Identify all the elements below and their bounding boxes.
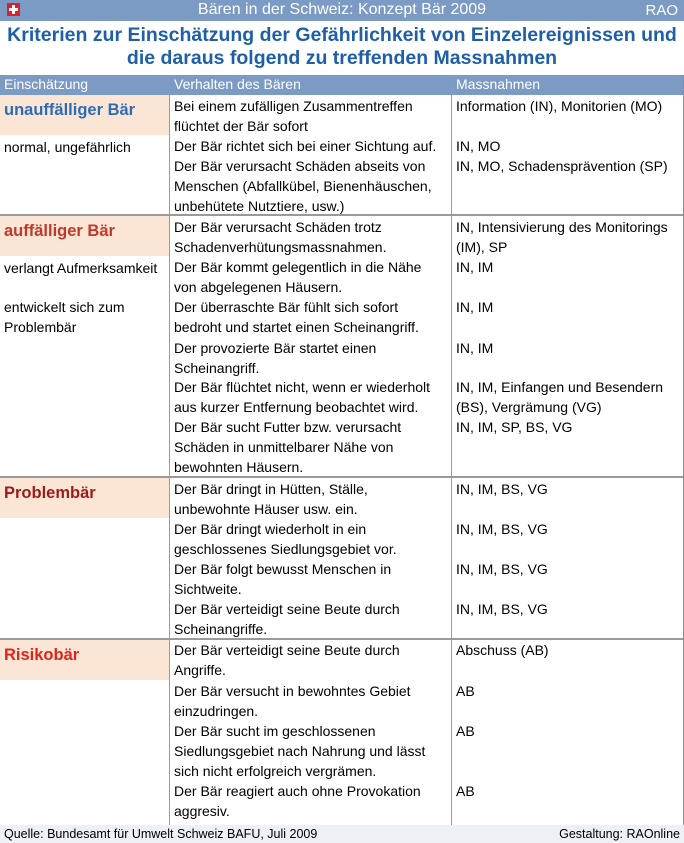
behavior-cell <box>174 559 449 599</box>
category-description: verlangt Aufmerksamkeit <box>4 260 158 276</box>
behavior-line: bedroht und startet einen Scheinangriff. <box>174 319 419 335</box>
behavior-line: sich nicht erfolgreich vergrämen. <box>174 763 377 779</box>
measures-cell: IN, IM, BS, VG <box>456 481 548 497</box>
behavior-cell <box>174 217 449 257</box>
column-divider <box>451 75 452 825</box>
behavior-line: bewohnten Häusern. <box>174 459 304 475</box>
measures-cell <box>456 377 682 417</box>
criteria-table <box>0 75 684 825</box>
description-line: entwickelt sich zum <box>4 299 125 315</box>
description-line: Problembär <box>4 319 77 335</box>
measures-cell: IN, MO <box>456 138 501 154</box>
behavior-cell <box>174 257 449 297</box>
behavior-line: Der Bär dringt wiederholt in ein <box>174 521 367 537</box>
behavior-line: aggresiv. <box>174 803 230 819</box>
column-header-behavior: Verhalten des Bären <box>174 76 301 92</box>
footer <box>0 825 684 843</box>
category-problembaer <box>0 478 169 518</box>
behavior-line: geschlossenes Siedlungsgebiet vor. <box>174 541 397 557</box>
table-header <box>0 75 683 95</box>
column-header-assessment: Einschätzung <box>4 76 89 92</box>
behavior-line: Der Bär flüchtet nicht, wenn er wiederholt <box>174 379 431 395</box>
behavior-line: Der Bär kommt gelegentlich in die Nähe <box>174 259 422 275</box>
behavior-line: Der Bär verursacht Schäden trotz <box>174 219 382 235</box>
behavior-line: Schäden in unmittelbarer Nähe von <box>174 439 394 455</box>
measures-cell: IN, IM, SP, BS, VG <box>456 419 573 435</box>
category-description <box>4 297 168 337</box>
behavior-line: unbewohnte Häuser usw. ein. <box>174 501 358 517</box>
column-divider <box>169 75 170 825</box>
brand-label: RAO <box>645 2 678 19</box>
measures-cell: IN, IM <box>456 259 494 275</box>
measures-cell: AB <box>456 723 475 739</box>
behavior-cell <box>174 156 449 216</box>
category-label: Risikobär <box>4 646 80 664</box>
measures-cell: IN, IM, BS, VG <box>456 601 548 617</box>
behavior-line: flüchtet der Bär sofort <box>174 118 308 134</box>
category-unauffaelliger-baer <box>0 95 169 135</box>
source-note: Quelle: Bundesamt für Umwelt Schweiz BAFU, Juli 2009 <box>4 827 318 841</box>
credit-note: Gestaltung: RAOnline <box>559 827 680 841</box>
measures-cell: AB <box>456 683 475 699</box>
behavior-cell <box>174 640 449 680</box>
category-description: normal, ungefährlich <box>4 139 131 155</box>
behavior-line: von abgelegenen Häusern. <box>174 279 343 295</box>
behavior-cell <box>174 96 449 136</box>
behavior-cell <box>174 479 449 519</box>
behavior-cell <box>174 721 449 781</box>
behavior-line: Bei einem zufälligen Zusammentreffen <box>174 98 413 114</box>
measures-line: (IM), SP <box>456 239 508 255</box>
behavior-line: Scheinangriff. <box>174 360 260 376</box>
header-title: Bären in der Schweiz: Konzept Bär 2009 <box>197 1 487 18</box>
page-title-line: die daraus folgend zu treffenden Massnahmen <box>126 47 558 69</box>
measures-cell: AB <box>456 783 475 799</box>
behavior-line: Der Bär sucht im geschlossenen <box>174 723 376 739</box>
behavior-line: Scheinangriffe. <box>174 621 268 637</box>
behavior-cell <box>174 297 449 337</box>
behavior-cell <box>174 781 449 821</box>
behavior-line: Der Bär folgt bewusst Menschen in <box>174 561 392 577</box>
behavior-line: Der Bär dringt in Hütten, Ställe, <box>174 481 368 497</box>
behavior-cell: Der Bär richtet sich bei einer Sichtung auf. <box>174 138 437 154</box>
measures-line: (BS), Vergrämung (VG) <box>456 399 602 415</box>
measures-cell: IN, MO, Schadensprävention (SP) <box>456 158 668 174</box>
measures-line: IN, IM, Einfangen und Besendern <box>456 379 664 395</box>
behavior-line: Angriffe. <box>174 662 226 678</box>
category-label: unauffälliger Bär <box>4 101 136 119</box>
behavior-line: unbehütete Nutztiere, usw.) <box>174 198 345 214</box>
header-bar <box>0 0 684 21</box>
behavior-line: Sichtweite. <box>174 581 242 597</box>
behavior-line: Der Bär versucht in bewohntes Gebiet <box>174 683 411 699</box>
behavior-line: Menschen (Abfallkübel, Bienenhäuschen, <box>174 178 432 194</box>
measures-cell <box>456 217 682 257</box>
category-label: auffälliger Bär <box>4 222 115 240</box>
column-header-measures: Massnahmen <box>456 76 541 92</box>
behavior-cell <box>174 417 449 477</box>
behavior-line: einzudringen. <box>174 703 259 719</box>
behavior-line: Der provozierte Bär startet einen <box>174 340 377 356</box>
behavior-cell <box>174 599 449 639</box>
category-auffaelliger-baer <box>0 216 169 256</box>
behavior-cell <box>174 377 449 417</box>
measures-cell: Abschuss (AB) <box>456 642 549 658</box>
category-label: Problembär <box>4 484 96 502</box>
behavior-line: Der Bär sucht Futter bzw. verursacht <box>174 419 402 435</box>
measures-cell: IN, IM, BS, VG <box>456 521 548 537</box>
behavior-cell <box>174 519 449 559</box>
behavior-line: Der Bär verursacht Schäden abseits von <box>174 158 426 174</box>
behavior-line: aus kurzer Entfernung beobachtet wird. <box>174 399 419 415</box>
measures-line: IN, Intensivierung des Monitorings <box>456 219 668 235</box>
measures-cell: IN, IM, BS, VG <box>456 561 548 577</box>
measures-cell: IN, IM <box>456 340 494 356</box>
measures-cell: IN, IM <box>456 299 494 315</box>
behavior-line: Schadenverhütungsmassnahmen. <box>174 239 387 255</box>
behavior-cell <box>174 681 449 721</box>
behavior-line: Der Bär verteidigt seine Beute durch <box>174 642 400 658</box>
behavior-cell <box>174 338 449 378</box>
behavior-line: Der Bär reagiert auch ohne Provokation <box>174 783 421 799</box>
page-title-line: Kriterien zur Einschätzung der Gefährlichkeit von Einzelereignissen und <box>7 24 677 46</box>
behavior-line: Der überraschte Bär fühlt sich sofort <box>174 299 399 315</box>
measures-cell: Information (IN), Monitorien (MO) <box>456 98 663 114</box>
behavior-line: Siedlungsgebiet nach Nahrung und lässt <box>174 743 426 759</box>
page-title <box>0 24 684 70</box>
category-risikobaer <box>0 640 169 680</box>
behavior-line: Der Bär verteidigt seine Beute durch <box>174 601 400 617</box>
